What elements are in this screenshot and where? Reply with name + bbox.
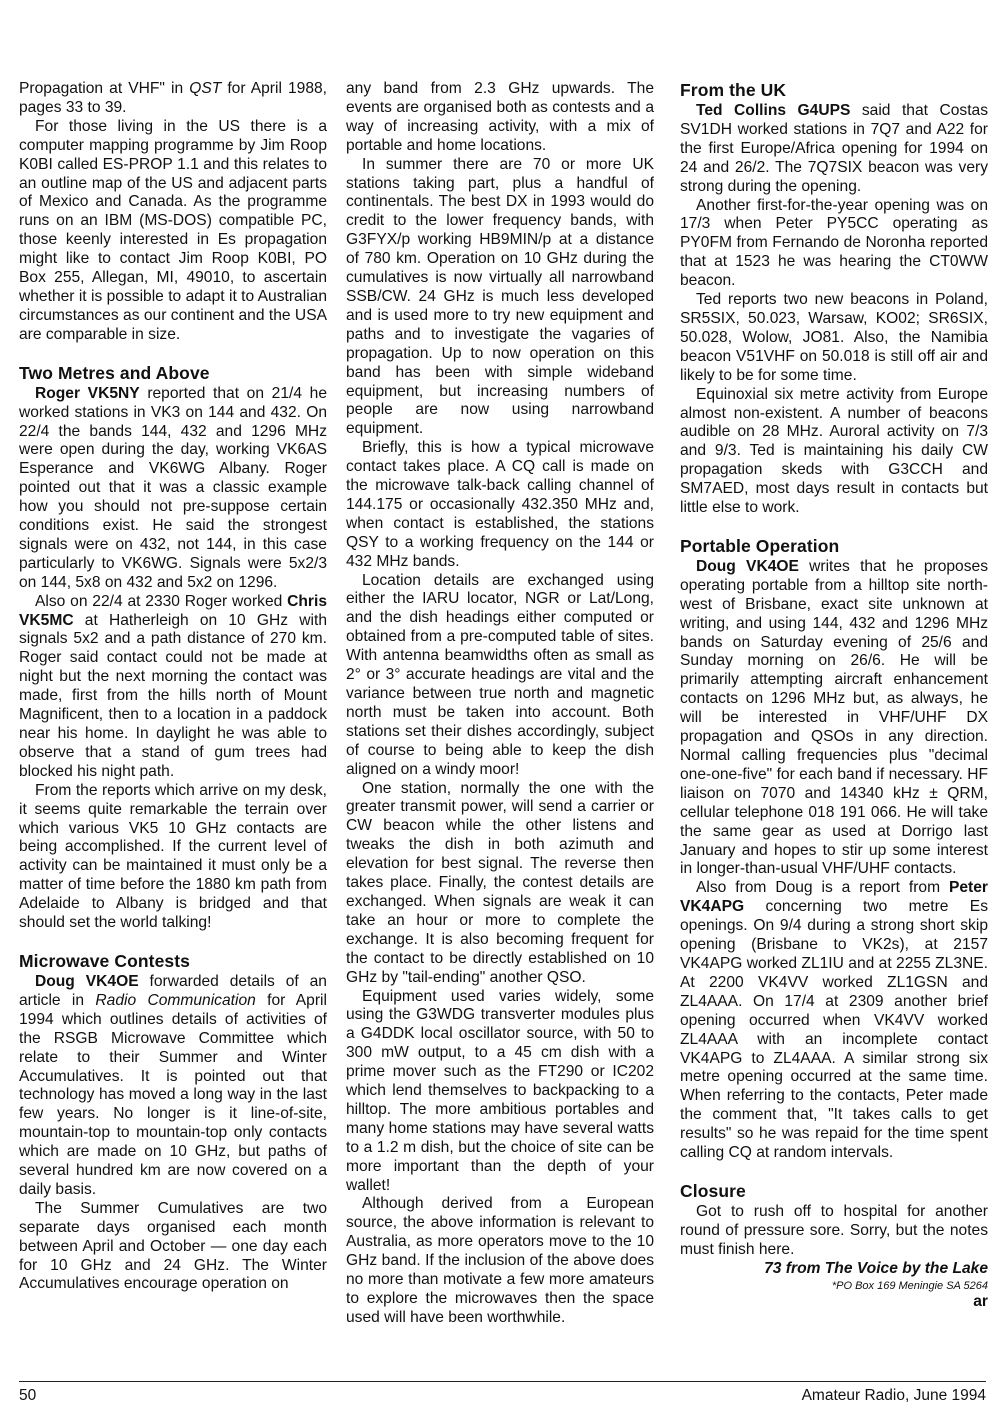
paragraph: Equinoxial six metre activity from Europe almost non-existent. A number of beacons audible on 28 MHz. Auroral activity on 7/3 and 9/3. Ted is maintaining his daily CW propagation skeds with G3CCH and SM7AED, most days result in contacts but little else to work.: [680, 385, 988, 517]
paragraph: Also on 22/4 at 2330 Roger worked Chris VK5MC at Hatherleigh on 10 GHz with signals 5x2 and a path distance of 270 km. Roger said contact could not be made at night but the next morning the contact was made, first from the hills north of Mount Magnificent, then to a location in a paddock near his home. In daylight he was able to observe that a stand of gum trees had blocked his night path.: [19, 592, 327, 780]
paragraph: From the reports which arrive on my desk, it seems quite remarkable the terrain over which various VK5 10 GHz contacts are being accomplished. If the current level of activity can be maintained it must only be a matter of time before the 1880 km path from Adelaide to Albany is bridged and that should set the world talking!: [19, 781, 327, 932]
paragraph: One station, normally the one with the greater transmit power, will send a carrier or CW beacon while the other listens and tweaks the dish in both azimuth and elevation for best signal. The reverse then takes place. Finally, the contest details are exchanged. When signals are weak it can take an hour or more to complete the exchange. It is also becoming frequent for the contact to be directly established on 10 GHz by "tail-ending" another QSO.: [346, 779, 654, 986]
paragraph: Also from Doug is a report from Peter VK4APG concerning two metre Es openings. On 9/4 during a strong short skip opening (Brisbane to VK2s), at 2157 VK4APG worked ZL1IU and at 2255 ZL3NE. At 2200 VK4VV worked ZL1GSN and ZL4AAA. On 17/4 at 2309 another brief opening occurred when VK4VV worked ZL4AAA with an incomplete contact VK4APG to ZL4AAA. A similar strong six metre opening occurred at the same time. When referring to the contacts, Peter made the comment that, "It takes calls to get results" so he was repaid for the time spent calling CQ at random intervals.: [680, 879, 988, 1162]
section-heading: Closure: [680, 1180, 746, 1201]
paragraph: Doug VK4OE forwarded details of an article in Radio Communication for April 1994 which outlines details of activities of the RSGB Microwave Committee which relate to their Summer and Winter Accumulatives. It is pointed out that technology has moved a long way in the last few years. No longer is it line-of-site, mountain-top to mountain-top only contacts which are made on 10 GHz, but paths of several hundred km are now covered on a daily basis.: [19, 972, 327, 1198]
publication-info: Amateur Radio, June 1994: [801, 1387, 986, 1404]
page-number: 50: [19, 1387, 37, 1404]
section-heading: Two Metres and Above: [19, 362, 210, 383]
section-heading: Portable Operation: [680, 535, 840, 556]
paragraph: Got to rush off to hospital for another round of pressure sore. Sorry, but the notes must finish here.: [680, 1202, 988, 1258]
paragraph: Ted reports two new beacons in Poland, SR5SIX, 50.023, Warsaw, KO02; SR6SIX, 50.028, Wolow, JO81. Also, the Namibia beacon V51VHF on 50.018 is still off air and likely to be for some time.: [680, 291, 988, 384]
paragraph: Briefly, this is how a typical microwave contact takes place. A CQ call is made on the microwave talk-back calling channel of 144.175 or occasionally 432.350 MHz and, when contact is established, the stations QSY to a working frequency on the 144 or 432 MHz bands.: [346, 439, 654, 570]
paragraph: For those living in the US there is a computer mapping programme by Jim Roop K0BI called ES-PROP 1.1 and this relates to an outline map of the US and adjacent parts of Mexico and Canada. As the programme runs on an IBM (MS-DOS) compatible PC, those keenly interested in Es propagation might like to contact Jim Roop K0BI, PO Box 255, Allegan, MI, 49010, to ascertain whether it is possible to adapt it to Australian circumstances as our continent and the USA are comparable in size.: [19, 117, 327, 343]
column-1: [19, 80, 327, 1294]
section-heading: Microwave Contests: [19, 950, 191, 971]
paragraph: Equipment used varies widely, some using the G3WDG transverter modules plus a G4DDK local oscillator source, with 50 to 300 mW output, to a 45 cm dish with a prime mover such as the FT290 or IC202 which lend themselves to backpacking to a hilltop. The more ambitious portables and many home stations may have several watts to a 1.2 m dish, but the choice of site can be more important than the depth of your wallet!: [346, 987, 654, 1194]
paragraph: The Summer Cumulatives are two separate days organised each month between April and October — one day each for 10 GHz and 24 GHz. The Winter Accumulatives encourage operation on: [19, 1199, 327, 1293]
paragraph: Roger VK5NY reported that on 21/4 he worked stations in VK3 on 144 and 432. On 22/4 the bands 144, 432 and 1296 MHz were open during the day, working VK6AS Esperance and VK6WG Albany. Roger pointed out that it was a classic example how you should not pre-suppose certain conditions exist. He said the strongest signals were on 432, not 144, in this case particularly to VK6WG. Signals were 5x2/3 on 144, 5x8 on 432 and 5x2 on 1296.: [19, 384, 327, 591]
paragraph: Another first-for-the-year opening was on 17/3 when Peter PY5CC operating as PY0FM from Fernando de Noronha reported that at 1523 he was hearing the CT0WW beacon.: [680, 196, 988, 290]
paragraph: In summer there are 70 or more UK stations taking part, plus a handful of continentals. The best DX in 1993 would do credit to the lower frequency bands, with G3FYX/p working HB9MIN/p at a distance of 780 km. Operation on 10 GHz during the cumulatives is now virtually all narrowband SSB/CW. 24 GHz is much less developed and is used more to try new equipment and paths and to investigate the vagaries of propagation. Up to now operation on this band has been with simple wideband equipment, but increasing numbers of people are now using narrowband equipment.: [346, 155, 654, 438]
column-3: [680, 80, 988, 1311]
sign-off: 73 from The Voice by the Lake: [764, 1259, 988, 1277]
paragraph: Although derived from a European source, the above information is relevant to Australia, as more operators move to the 10 GHz band. If the inclusion of the above does no more than motivate a few more amateurs to explore the microwaves then the space used will have been worthwhile.: [346, 1195, 654, 1326]
page-footer: [19, 1381, 986, 1405]
paragraph: Propagation at VHF" in QST for April 1988, pages 33 to 39.: [19, 80, 327, 116]
section-heading: From the UK: [680, 80, 787, 100]
paragraph: any band from 2.3 GHz upwards. The events are organised both as contests and a way of increasing activity, with a mix of portable and home locations.: [346, 80, 654, 154]
end-mark: ar: [973, 1292, 988, 1310]
author-address: *PO Box 169 Meningie SA 5264: [831, 1279, 988, 1292]
paragraph: Location details are exchanged using either the IARU locator, NGR or Lat/Long, and the dish headings either computed or obtained from a pre-computed table of sites. With antenna beamwidths often as small as 2° or 3° accurate headings are vital and the variance between true north and magnetic north must be taken into account. Both stations set their dishes accordingly, subject of course to being able to keep the dish aligned on a windy moor!: [346, 571, 654, 778]
column-2: [346, 80, 654, 1328]
paragraph: Ted Collins G4UPS said that Costas SV1DH worked stations in 7Q7 and A22 for the first Europe/Africa opening for 1994 on 24 and 26/2. The 7Q7SIX beacon was very strong during the opening.: [680, 102, 988, 195]
paragraph: Doug VK4OE writes that he proposes operating portable from a hilltop site north-west of Brisbane, exact site unknown at writing, and using 144, 432 and 1296 MHz bands on Saturday evening of 25/6 and Sunday morning on 26/6. He will be primarily attempting aircraft enhancement contacts on 1296 MHz but, as always, he will be interested in VHF/UHF DX propagation and QSOs in any direction. Normal calling frequencies plus "decimal one-one-five" for each band if necessary. HF liaison on 7070 and 14340 kHz ± QRM, cellular telephone 018 191 066. He will take the same gear as used at Dorrigo last January and hopes to stir up some interest in longer-than-usual VHF/UHF contacts.: [680, 557, 988, 878]
